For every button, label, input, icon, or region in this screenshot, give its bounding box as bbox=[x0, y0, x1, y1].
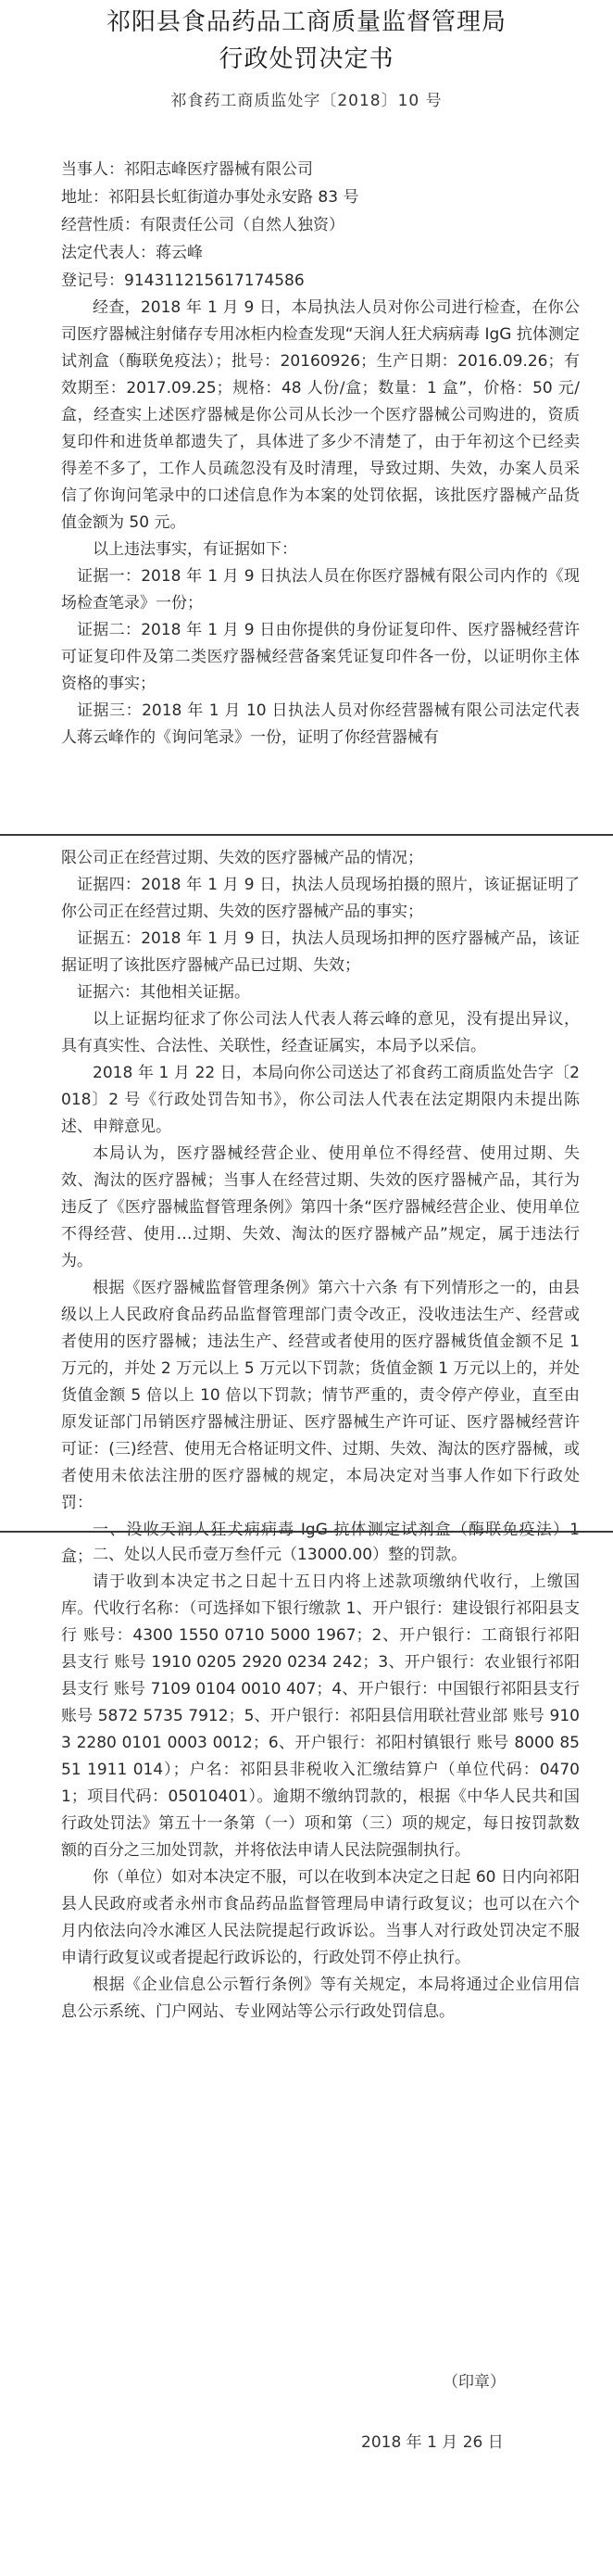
document-date: 2018 年 1 月 26 日 bbox=[361, 2433, 504, 2452]
penalty-and-payment-section bbox=[61, 1542, 580, 2348]
evidence-6: 证据六：其他相关证据。 bbox=[77, 983, 250, 1002]
opinion-paragraph: 本局认为，医疗器械经营企业、使用单位不得经营、使用过期、失效、淘汰的医疗器械；当事人在经营过期、失效的医疗器械产品，其行为违反了《医疗器械监督管理条例》第四十条“医疗器械经营企业、使用单位不得经营、使用…过期、失效、淘汰的医疗器械产品”规定，属于违法行为。 bbox=[61, 1144, 580, 1270]
payment-instructions: 请于收到本决定书之日起十五日内将上述款项缴纳代收行，上缴国库。代收行名称：（可选择如下银行缴款 1、开户银行：建设银行祁阳县支行 账号：4300 1550 0710 5000 1967；2、开户银行：工商银行祁阳县支行 账号 1910 0205 2920 0234 242；3、开户银行：农业银行祁阳县支行 账号 7109 0104 0010 407；4、开户银行：中国银行祁阳县支行 账号 5872 5735 7912；5、开户银行：祁阳县信用联社营业部 账号 9103 2280 0101 0003 0012；6、开户银行：祁阳村镇银行 账号 8000 8551 1911 014）；户名：祁阳县非税收入汇缴结算户（单位代码：04701；项目代码：05010401）。逾期不缴纳罚款的，根据《中华人民共和国行政处罚法》第五十一条第（一）项和第（三）项的规定，每日按罚款数额的百分之三加处罚款，并将依法申请人民法院强制执行。 bbox=[61, 1572, 580, 1860]
legal-basis-paragraph: 根据《医疗器械监督管理条例》第六十六条 有下列情形之一的，由县级以上人民政府食品药品监督管理部门责令改正，没收违法生产、经营或者使用的医疗器械；违法生产、经营或者使用的医疗器械货值金额不足 1 万元的，并处 2 万元以上 5 万元以下罚款；货值金额 1 万元以上的，并处货值金额 5 倍以上 10 倍以下罚款；情节严重的，责令停产停业，直至由原发证部门吊销医疗器械注册证、医疗器械生产许可证、医疗器械经营许可证：(三)经营、使用无合格证明文件、过期、失效、淘汰的医疗器械，或者使用未依法注册的医疗器械的规定，本局决定对当事人作如下行政处罚： bbox=[61, 1279, 580, 1512]
document-number: 祁食药工商质监处字〔2018〕10 号 bbox=[170, 92, 443, 110]
evidence-1: 证据一：2018 年 1 月 9 日执法人员在你医疗器械有限公司内作的《现场检查笔录》一份； bbox=[61, 567, 580, 612]
seal-placeholder: （印章） bbox=[443, 2373, 506, 2392]
evidence-5: 证据五：2018 年 1 月 9 日，执法人员现场扣押的医疗器械产品，该证据证明了该批医疗器械产品已过期、失效； bbox=[61, 929, 580, 975]
evidence-3-part1: 证据三：2018 年 1 月 10 日执法人员对你经营器械有限公司法定代表人蒋云峰作的《询问笔录》一份，证明了你经营器械有 bbox=[61, 701, 580, 747]
publicity-notice: 根据《企业信息公示暂行条例》等有关规定，本局将通过企业信用信息公示系统、门户网站、专业网站等公示行政处罚信息。 bbox=[61, 1976, 580, 2021]
evidence-intro: 以上违法事实，有证据如下： bbox=[93, 540, 297, 559]
party-info bbox=[61, 156, 580, 295]
party-address: 地址：祁阳县长虹街道办事处永安路 83 号 bbox=[61, 188, 359, 207]
notice-paragraph: 2018 年 1 月 22 日，本局向你公司送达了祁食药工商质监处告字〔2018〕2 号《行政处罚告知书》，你公司法人代表在法定期限内未提出陈述、申辩意见。 bbox=[61, 1064, 580, 1136]
page-divider bbox=[0, 834, 613, 836]
document-title: 祁阳县食品药品工商质量监督管理局 bbox=[106, 8, 507, 36]
legal-representative: 法定代表人：蒋云峰 bbox=[61, 244, 203, 262]
document-subtitle: 行政处罚决定书 bbox=[219, 45, 394, 73]
evidence-2: 证据二：2018 年 1 月 9 日由你提供的身份证复印件、医疗器械经营许可证复印件及第二类医疗器械经营备案凭证复印件各一份，以证明你主体资格的事实； bbox=[61, 621, 580, 693]
facts-paragraph: 经查，2018 年 1 月 9 日，本局执法人员对你公司进行检查，在你公司医疗器械注射储存专用冰柜内检查发现“天润人狂犬病病毒 IgG 抗体测定试剂盒（酶联免疫法）；批号：20160926；生产日期：2016.09.26；有效期至：2017.09.25；规格：48 人份/盒；数量：1 盒”，价格：50 元/盒，经查实上述医疗器械是你公司从长沙一个医疗器械公司购进的，资质复印件和进货单都遗失了，具体进了多少不清楚了，由于年初这个已经卖得差不多了，工作人员疏忽没有及时清理，导致过期、失效，办案人员采信了你询问笔录中的口述信息作为本案的处罚依据，该批医疗器械产品货值金额为 50 元。 bbox=[61, 298, 580, 532]
business-nature: 经营性质：有限责任公司（自然人独资） bbox=[61, 216, 344, 234]
party-name: 当事人：祁阳志峰医疗器械有限公司 bbox=[61, 160, 313, 179]
registration-number: 登记号：914311215617174586 bbox=[61, 271, 305, 290]
penalty-item-2: 二、处以人民币壹万叁仟元（13000.00）整的罚款。 bbox=[93, 1546, 468, 1564]
evidence-verification: 以上证据均征求了你公司法人代表人蒋云峰的意见，没有提出异议，具有真实性、合法性、关联性，经查证属实，本局予以采信。 bbox=[61, 1010, 580, 1055]
appeal-rights: 你（单位）如对本决定不服，可以在收到本决定之日起 60 日内向祁阳县人民政府或者永州市食品药品监督管理局申请行政复议；也可以在六个月内依法向冷水滩区人民法院提起行政诉讼。当事人对行政处罚决定不服申请行政复议或者提起行政诉讼的，行政处罚不停止执行。 bbox=[61, 1868, 580, 1967]
facts-section bbox=[61, 295, 580, 823]
evidence-4: 证据四：2018 年 1 月 9 日，执法人员现场拍摄的照片，该证据证明了你公司正在经营过期、失效的医疗器械产品的事实； bbox=[61, 876, 580, 921]
page-divider bbox=[0, 1531, 613, 1533]
evidence-3-part2: 限公司正在经营过期、失效的医疗器械产品的情况； bbox=[61, 849, 423, 867]
penalty-item-1: 一、没收天润人狂犬病病毒 IgG 抗体测定试剂盒（酶联免疫法）1 盒； bbox=[61, 1521, 580, 1566]
